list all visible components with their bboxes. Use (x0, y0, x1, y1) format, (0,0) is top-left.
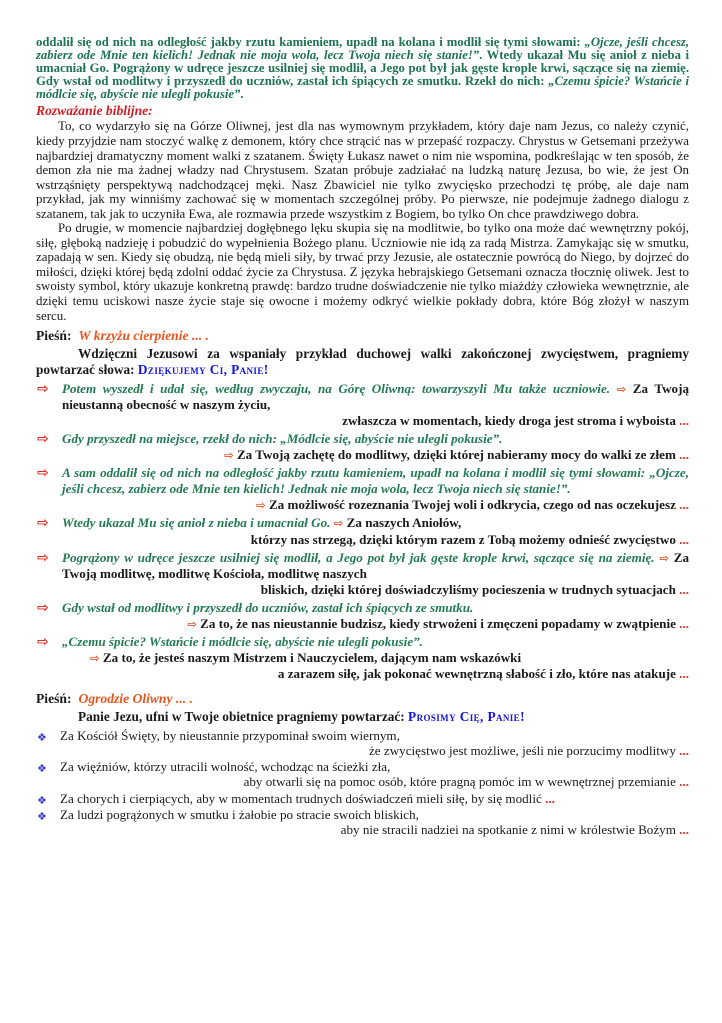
text-segment: Za chorych i cierpiących, aby w momentach trudnych doświadczeń mieli siłę, by się modlić (60, 790, 546, 806)
lead-text: Wdzięczni Jezusowi za wspaniały przykład duchowej walki zakończonej zwycięstwem, pragniemy powtarzać słowa: (36, 346, 689, 378)
song-label: Pieśń: (36, 328, 72, 344)
text-segment: bliskich, dzięki której doświadczyliśmy pocieszenia w trudnych sytuacjach (260, 581, 680, 597)
red-ellipsis: ... (679, 581, 689, 597)
thanks-item (36, 515, 689, 547)
text-line (60, 807, 689, 822)
acclamation-text: Dziękujemy Ci, Panie! (137, 362, 269, 378)
inline-arrow-icon: ⇨ (333, 516, 344, 531)
thanksgiving-list (36, 381, 689, 683)
thanks-item (36, 634, 689, 682)
red-ellipsis: ... (679, 616, 689, 632)
red-ellipsis: ... (679, 497, 689, 513)
text-line (62, 381, 689, 413)
text-line (60, 759, 689, 774)
text-line (36, 616, 689, 632)
text-segment: aby nie stracili nadziei na spotkanie z nimi w królestwie Bożym (340, 821, 680, 837)
text-segment: . (240, 87, 244, 102)
text-segment: Za Twoją zachętę do modlitwy, dzięki której nabieramy mocy do walki ze złem (233, 447, 680, 463)
text-segment: „Ojcze, jeśli chcesz, zabierz ode Mnie ten kielich! Jednak nie moja wola, lecz Twoja niech się stanie!” (36, 35, 690, 63)
arrow-bullet-icon: ⇨ (37, 634, 49, 651)
text-line (62, 650, 689, 666)
text-segment: Za więźniów, którzy utracili wolność, wchodząc na ścieżki zła, (60, 759, 391, 775)
text-line (60, 774, 689, 789)
text-segment: Za Twoją modlitwę, modlitwę Kościoła, modlitwę naszych (62, 549, 689, 581)
text-line (62, 497, 689, 513)
diamond-bullet-icon: ❖ (37, 793, 47, 807)
text-segment: Za możliwość rozeznania Twojej woli i odkrycia, czego od nas oczekujesz (265, 497, 680, 513)
arrow-bullet-icon: ⇨ (37, 431, 49, 447)
inline-arrow-icon: ⇨ (224, 448, 234, 463)
text-segment: Za naszych Aniołów, (343, 515, 462, 531)
text-segment: Gdy wstał od modlitwy i przyszedł do uczniów, zastał ich śpiących ze smutku. (62, 599, 474, 615)
thanks-item (36, 381, 689, 429)
inline-arrow-icon: ⇨ (659, 550, 669, 565)
red-ellipsis: ... (545, 790, 555, 806)
arrow-bullet-icon: ⇨ (37, 465, 49, 482)
petition-lead (36, 709, 689, 725)
text-line (62, 634, 689, 650)
thanks-item (36, 465, 689, 513)
inline-arrow-icon: ⇨ (256, 498, 266, 513)
song-line-2 (36, 691, 689, 707)
text-segment: Za to, że nas nieustannie budzisz, kiedy strwożeni i zmęczeni popadamy w zwątpienie (196, 616, 680, 632)
red-ellipsis: ... (679, 821, 689, 837)
text-line (60, 728, 689, 743)
thanks-item (36, 431, 689, 463)
inline-arrow-icon: ⇨ (187, 617, 197, 632)
text-segment: Za ludzi pogrążonych w smutku i żałobie po stracie swoich bliskich, (60, 806, 419, 822)
text-segment: a zarazem siłę, jak pokonać wewnętrzną słabość i zło, które nas atakuje (277, 666, 680, 682)
text-segment: „Czemu śpicie? Wstańcie i módlcie się, abyście nie ulegli pokusie”. (62, 634, 423, 650)
reflection-paragraph-1: To, co wydarzyło się na Górze Oliwnej, jest dla nas wymownym przykładem, który daje nam Jezus, co należy czynić, kiedy przyjdzie nam stoczyć walkę z demonem, który chce strącić nas w przepaść rozpaczy. Chrystus w Getsemani przeżywa najbardziej dramatyczny moment walki z szatanem. Święty Łukasz nawet o nim nie wspomina, podkreślając w ten sposób, że demon zła nie ma żadnej władzy nad Chrystusem. Szatan próbuje zadziałać na ludzką naturę Jezusa, bo wie, że jest On wstrząśnięty perspektywą nadchodzącej męki. Nasz Zbawiciel nie tylko zwycięsko przechodzi tę próbę, ale daje nam przykład, jak my winniśmy zachować się w momentach szczególnej próby. Po pierwsze, nie podejmuje żadnego dialogu z szatanem, tak jak to uczyniła Ewa, ale rozmawia przede wszystkim z Bogiem, bo tylko On chce prawdziwego dobra. (36, 119, 689, 221)
text-segment: Gdy przyszedł na miejsce, rzekł do nich: „Módlcie się, abyście nie ulegli pokusie”. (62, 431, 503, 446)
text-line (62, 666, 689, 682)
gospel-continuation-paragraph (36, 36, 689, 101)
diamond-bullet-icon: ❖ (37, 730, 47, 744)
text-line (60, 743, 689, 758)
text-segment: A sam oddalił się od nich na odległość jakby rzutu kamieniem, upadł na kolana i modlił się tymi słowami: „Ojcze, jeśli chcesz, zabierz ode Mnie ten kielich! Jednak nie moja wola, lecz Twoja niech się stanie!”. (62, 465, 689, 497)
petition-item (36, 728, 689, 758)
red-ellipsis: ... (679, 531, 689, 547)
text-line (62, 465, 689, 497)
text-segment: którzy nas strzegą, dzięki którym razem z Tobą możemy odnieść zwycięstwo (250, 531, 680, 547)
text-line (62, 515, 689, 531)
text-segment: oddalił się od nich na odległość jakby rzutu kamieniem, upadł na kolana i modlił się tymi słowami: (36, 35, 585, 49)
reflection-paragraph-2: Po drugie, w momencie najbardziej dogłębnego lęku skupia się na modlitwie, bo tylko ona może dać wewnętrzny pokój, siłę, głęboką nadzieję i pobudzić do wypełnienia Bożego planu. Uczniowie nie idą za radą Mistrza. Zamykając się w smutku, zapadają w sen. Kiedy się obudzą, nie będą mieli siły, by trwać przy Jezusie, ale ostatecznie powrócą do Niego, by dojrzeć do miłości, dzięki której będą zdolni oddać życie za Chrystusa. Z języka hebrajskiego Getsemani oznacza tłocznię oliwek. Jest to swoisty symbol, który ukazuje konkretną prawdę: bardzo trudne doświadczenie nie tylko miażdży człowieka wewnętrznie, ale dzięki temu uciskowi nasze życie staje się owocne i możemy odkryć wielkie pokłady dobra, które Bóg złożył w naszym sercu. (36, 221, 689, 323)
acclamation-text: Prosimy Cię, Panie! (408, 709, 525, 725)
song-title: W krzyżu cierpienie ... . (78, 328, 209, 344)
petition-item (36, 759, 689, 789)
text-line (62, 431, 689, 447)
thanks-item (36, 550, 689, 598)
thanks-item (36, 600, 689, 632)
petition-list (36, 728, 689, 837)
text-segment: Wtedy ukazał Mu się anioł z nieba i umacniał Go. (62, 515, 334, 531)
diamond-bullet-icon: ❖ (37, 762, 47, 776)
text-line (60, 822, 689, 837)
text-segment: . Wtedy ukazał Mu się anioł z nieba i umacniał Go. Pogrążony w udręce jeszcze usilniej się modlił, a Jego pot był jak gęste krople krwi, sączące się na ziemię. Gdy wstał od modlitwy i przyszedł do uczniów, zastał ich śpiących ze smutku. Rzekł do nich: (36, 48, 689, 89)
arrow-bullet-icon: ⇨ (37, 380, 49, 397)
thanksgiving-lead (36, 346, 689, 379)
red-ellipsis: ... (679, 742, 689, 758)
text-line (62, 413, 689, 429)
inline-arrow-icon: ⇨ (90, 651, 100, 666)
text-segment: Pogrążony w udręce jeszcze usilniej się modlił, a Jego pot był jak gęste krople krwi, sączące się na ziemię. (62, 549, 660, 565)
text-line (62, 600, 689, 616)
red-ellipsis: ... (679, 666, 689, 682)
red-ellipsis: ... (679, 412, 689, 428)
text-segment: że zwycięstwo jest możliwe, jeśli nie porzucimy modlitwy (369, 742, 680, 758)
text-line (60, 791, 689, 806)
text-segment: Za to, że jesteś naszym Mistrzem i Nauczycielem, dającym nam wskazówki (99, 650, 522, 666)
text-line (62, 447, 689, 463)
song-title: Ogrodzie Oliwny ... . (78, 691, 193, 707)
red-ellipsis: ... (679, 774, 689, 790)
song-line-1 (36, 328, 689, 344)
text-segment: zwłaszcza w momentach, kiedy droga jest stroma i wyboista (342, 412, 680, 428)
arrow-bullet-icon: ⇨ (37, 599, 49, 616)
text-segment: Potem wyszedł i udał się, według zwyczaju, na Górę Oliwną: towarzyszyli Mu także uczniowie. (62, 380, 617, 396)
text-segment: aby otwarli się na pomoc osób, które pragną pomóc im w wewnętrznej przemianie (243, 774, 680, 790)
text-segment: Za Twoją nieustanną obecność w naszym życiu, (62, 380, 690, 412)
text-segment: Za Kościół Święty, by nieustannie przypominał swoim wiernym, (60, 727, 400, 743)
text-line (62, 582, 689, 598)
diamond-bullet-icon: ❖ (37, 809, 47, 823)
arrow-bullet-icon: ⇨ (37, 515, 49, 532)
petition-item (36, 791, 689, 806)
red-ellipsis: ... (679, 447, 689, 463)
text-segment: „Czemu śpicie? Wstańcie i módlcie się, abyście nie ulegli pokusie” (36, 74, 690, 102)
text-line (62, 550, 689, 582)
text-line (62, 532, 689, 548)
inline-arrow-icon: ⇨ (616, 381, 627, 396)
song-label: Pieśń: (36, 691, 72, 707)
petition-item (36, 807, 689, 837)
arrow-bullet-icon: ⇨ (37, 549, 49, 566)
lead-text: Panie Jezu, ufni w Twoje obietnice pragniemy powtarzać: (78, 709, 409, 725)
reflection-heading: Rozważanie biblijne: (36, 103, 153, 119)
